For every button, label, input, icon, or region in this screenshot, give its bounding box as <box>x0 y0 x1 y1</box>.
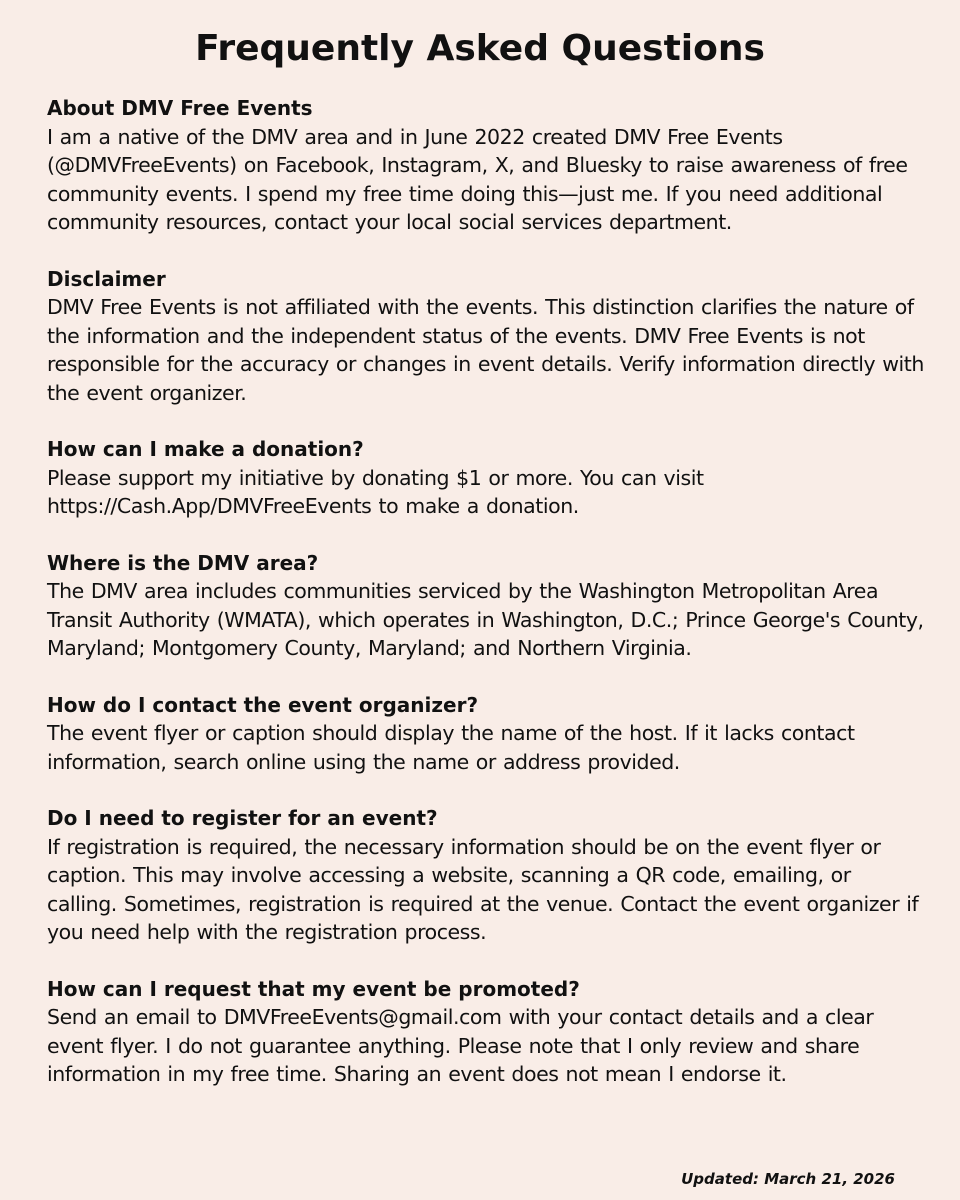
faq-question: How do I contact the event organizer? <box>47 692 479 717</box>
faq-question: Do I need to register for an event? <box>47 806 438 830</box>
faq-list <box>47 94 927 1117</box>
page-title: Frequently Asked Questions <box>195 28 765 69</box>
faq-item-promotion <box>47 975 927 1089</box>
faq-answer: The event flyer or caption should display the name of the host. If it lacks contact information, search online using the name or address provided. <box>47 721 855 774</box>
updated-date: Updated: March 21, 2026 <box>681 1170 895 1188</box>
faq-item-about <box>47 94 927 237</box>
faq-question: Where is the DMV area? <box>47 550 319 575</box>
faq-item-disclaimer <box>47 265 927 408</box>
faq-answer: Send an email to DMVFreeEvents@gmail.com with your contact details and a clear event flyer. I do not guarantee anything. Please note that I only review and share information in my free time. Sharing an event does not mean I endorse it. <box>47 1005 874 1086</box>
faq-item-dmv-area <box>47 549 927 663</box>
faq-answer: Please support my initiative by donating $1 or more. You can visit https://Cash.App/DMVFreeEvents to make a donation. <box>47 465 704 518</box>
faq-item-contact-organizer <box>47 691 927 777</box>
faq-answer: I am a native of the DMV area and in June 2022 created DMV Free Events (@DMVFreeEvents) on Facebook, Instagram, X, and Bluesky to raise awareness of free community events. I spend my free time doing this—just me. If you need additional community resources, contact your local social services department. <box>47 124 908 234</box>
faq-item-donation <box>47 435 927 521</box>
faq-answer: The DMV area includes communities serviced by the Washington Metropolitan Area Transit Authority (WMATA), which operates in Washington, D.C.; Prince George's County, Maryland; Montgomery County, Maryland; and Northern Virginia. <box>47 579 924 660</box>
faq-answer: If registration is required, the necessary information should be on the event flyer or caption. This may involve accessing a website, scanning a QR code, emailing, or calling. Sometimes, registration is required at the venue. Contact the event organizer if you need help with the registration process. <box>47 834 919 944</box>
faq-question: How can I make a donation? <box>47 437 364 461</box>
faq-answer: DMV Free Events is not affiliated with the events. This distinction clarifies the nature of the information and the independent status of the events. DMV Free Events is not responsible for the accuracy or changes in event details. Verify information directly with the event organizer. <box>47 295 924 405</box>
faq-question: How can I request that my event be promoted? <box>47 976 580 1001</box>
faq-item-register <box>47 804 927 947</box>
faq-question: About DMV Free Events <box>47 96 313 120</box>
faq-question: Disclaimer <box>47 266 166 291</box>
